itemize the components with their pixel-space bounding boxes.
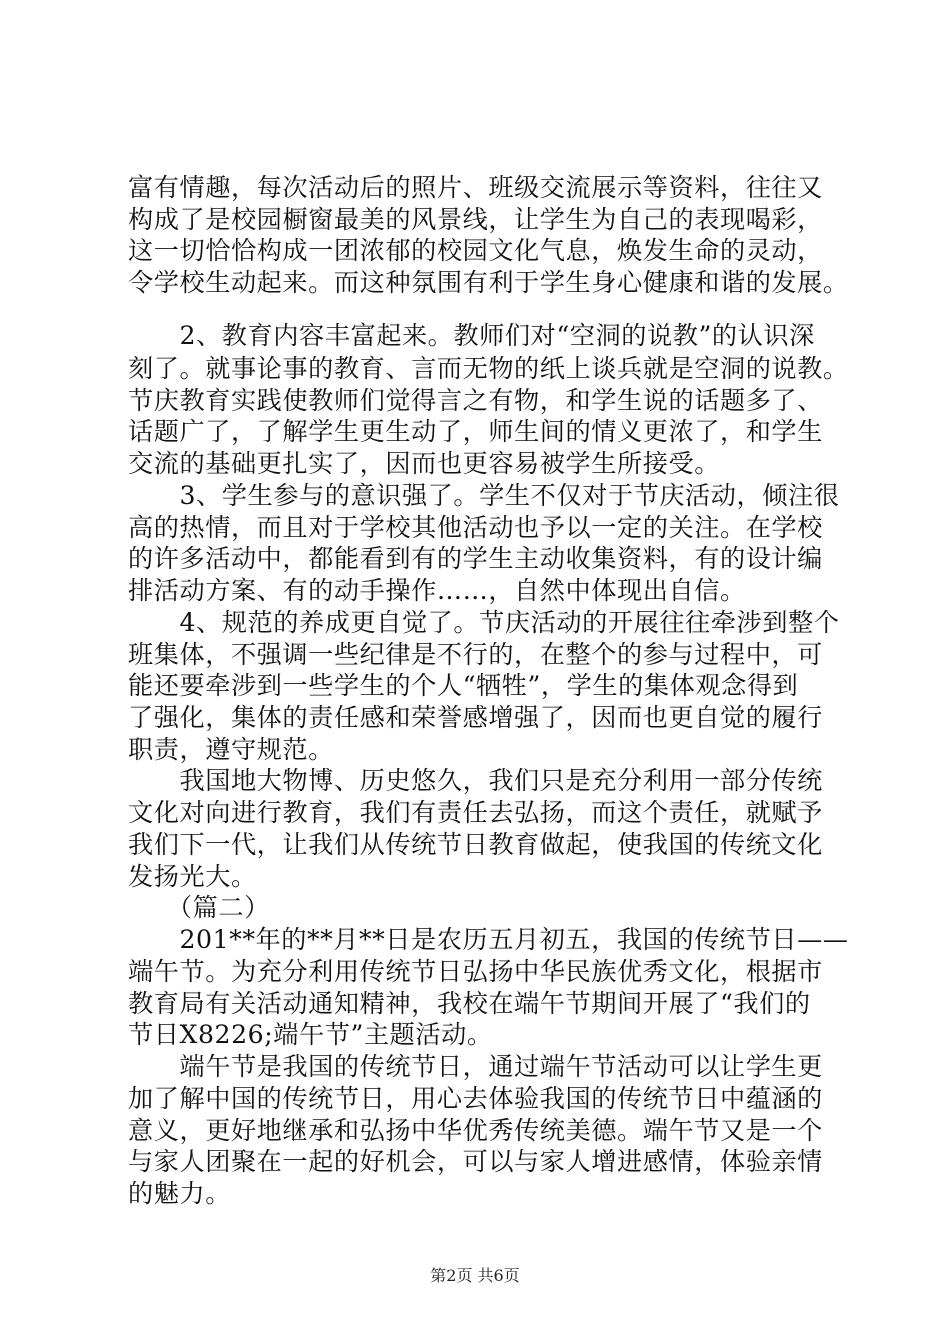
text-line: 4、规范的养成更自觉了。节庆活动的开展往往牵涉到整个 <box>128 608 840 637</box>
text-line: 2、教育内容丰富起来。教师们对“空洞的说教”的认识深 <box>128 321 815 350</box>
text-line: 发扬光大。 <box>128 862 257 891</box>
text-line: 刻了。就事论事的教育、言而无物的纸上谈兵就是空洞的说教。 <box>128 354 849 383</box>
text-line: 我们下一代，让我们从传统节日教育做起，使我国的传统文化 <box>128 830 823 859</box>
text-line: 3、学生参与的意识强了。学生不仅对于节庆活动，倾注很 <box>128 481 840 510</box>
section-heading: （篇二） <box>128 893 270 922</box>
text-line: 与家人团聚在一起的好机会，可以与家人增进感情，体验亲情 <box>128 1147 823 1176</box>
text-line: 201**年的**月**日是农历五月初五，我国的传统节日—— <box>128 925 849 954</box>
text-line: 端午节。为充分利用传统节日弘扬中华民族优秀文化，根据市 <box>128 957 823 986</box>
text-line: 这一切恰恰构成一团浓郁的校园文化气息，焕发生命的灵动， <box>128 236 823 265</box>
text-line: 交流的基础更扎实了，因而也更容易被学生所接受。 <box>128 449 720 478</box>
text-line: 构成了是校园橱窗最美的风景线，让学生为自己的表现喝彩， <box>128 205 823 234</box>
text-line: 职责，遵守规范。 <box>128 735 334 764</box>
text-line: 端午节是我国的传统节日，通过端午节活动可以让学生更 <box>128 1052 823 1081</box>
text-line: 令学校生动起来。而这种氛围有利于学生身心健康和谐的发展。 <box>128 268 849 297</box>
text-line: 话题广了，了解学生更生动了，师生间的情义更浓了，和学生 <box>128 417 823 446</box>
text-line: 能还要牵涉到一些学生的个人“牺牲”，学生的集体观念得到 <box>128 671 799 700</box>
text-line: 班集体，不强调一些纪律是不行的，在整个的参与过程中，可 <box>128 640 823 669</box>
text-line: 教育局有关活动通知精神，我校在端午节期间开展了“我们的 <box>128 989 811 1018</box>
text-line: 节庆教育实践使教师们觉得言之有物，和学生说的话题多了、 <box>128 386 823 415</box>
text-line: 富有情趣，每次活动后的照片、班级交流展示等资料，往往又 <box>128 173 823 202</box>
text-line: 的许多活动中，都能看到有的学生主动收集资料，有的设计编 <box>128 544 823 573</box>
page-footer: 第2页 共6页 <box>430 1266 520 1285</box>
text-line: 加了解中国的传统节日，用心去体验我国的传统节日中蕴涵的 <box>128 1084 823 1113</box>
text-line: 排活动方案、有的动手操作……，自然中体现出自信。 <box>128 576 746 605</box>
text-line: 节日X8226;端午节”主题活动。 <box>128 1020 493 1049</box>
text-line: 我国地大物博、历史悠久，我们只是充分利用一部分传统 <box>128 766 823 795</box>
text-line: 文化对向进行教育，我们有责任去弘扬，而这个责任，就赋予 <box>128 798 823 827</box>
text-line: 了强化，集体的责任感和荣誉感增强了，因而也更自觉的履行 <box>128 703 823 732</box>
text-line: 意义，更好地继承和弘扬中华优秀传统美德。端午节又是一个 <box>128 1116 823 1145</box>
text-line: 的魅力。 <box>128 1179 231 1208</box>
text-line: 高的热情，而且对于学校其他活动也予以一定的关注。在学校 <box>128 513 823 542</box>
